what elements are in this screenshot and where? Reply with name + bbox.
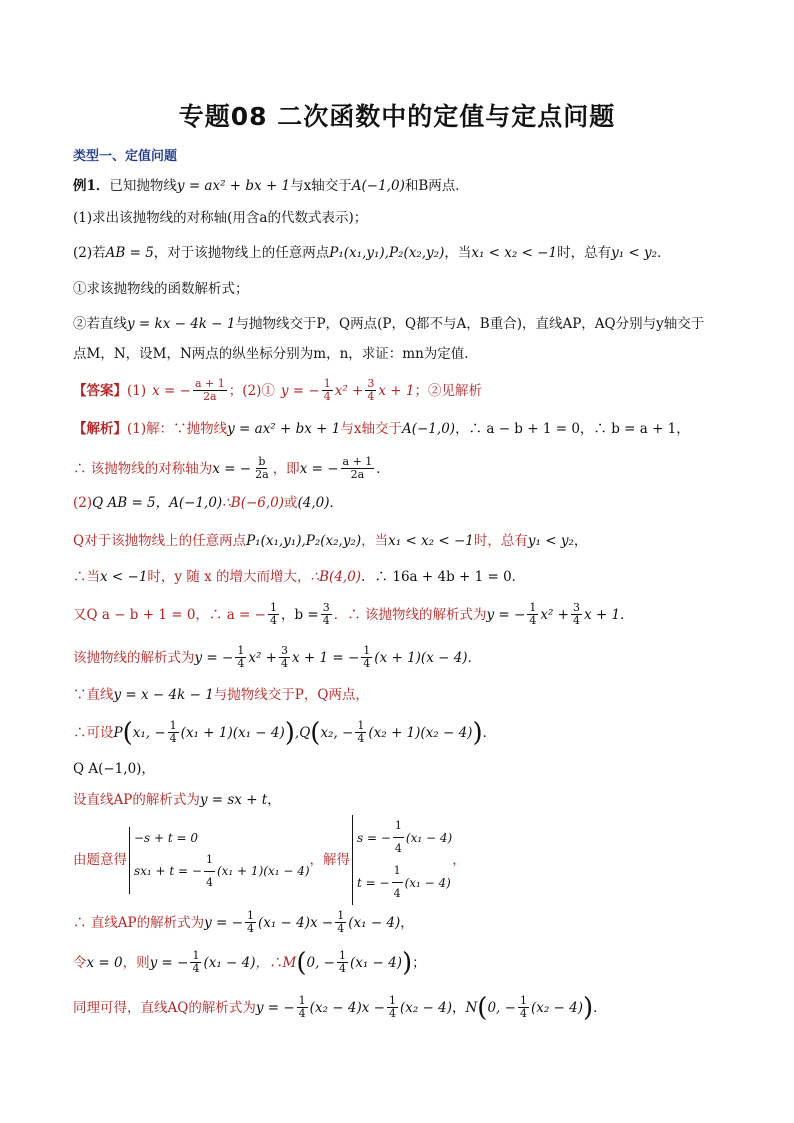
analysis-line-5: ∴当 x < −1 时，y 随 x 的增大而增大， ∴B(4,0) ．∴ 16a + 4b + 1 = 0． — [73, 569, 526, 585]
subquestion-2-continued-line: 点M，N，设M，N两点的纵坐标分别为m，n，求证：mn为定值． — [73, 346, 478, 362]
analysis-line-9: ∴可设 P ( x₁, − $\frac{1}{4}$ (x₁ + 1)(x₁ − 4) ) ,Q ( x₂, − $\frac{1}{4}$ (x₂ + 1)(x₂ − 4) ) ． — [73, 717, 497, 748]
equation-system: −s + t = 0 sx₁ + t = − $\frac{1}{4}$ (x₁ + 1)(x₁ − 4) — [129, 827, 310, 894]
fraction: $\frac{1}{4}$ — [246, 909, 254, 935]
analysis-line-10: Q A(−1,0)， — [73, 761, 155, 777]
fraction: $\frac{1}{4}$ — [237, 644, 245, 670]
analysis-line-11: 设直线AP的解析式为 y = sx + t ， — [73, 792, 281, 808]
analysis-line-6: 又Q a − b + 1 = 0，∴ a = − $\frac{1}{4}$ ，b = $\frac{3}{4}$ ．∴ 该抛物线的解析式为 y = − $\frac{1}{4}$ x² + $\frac{3}{4}$ x + 1 ． — [73, 601, 634, 627]
fraction: $\frac{1}{4}$ — [393, 815, 404, 860]
analysis-line-1: 【解析】 (1)解：∵抛物线 y = ax² + bx + 1 与x轴交于 A(−1,0) ，∴ a − b + 1 = 0，∴ b = a + 1， — [73, 421, 690, 437]
page-title: 专题08 二次函数中的定值与定点问题 — [178, 102, 616, 131]
analysis-line-8: ∵直线 y = x − 4k − 1 与抛物线交于P，Q两点， — [73, 687, 369, 703]
fraction: $\frac{1}{4}$ — [204, 849, 215, 894]
question-2-line: (2)若 AB = 5 ，对于该抛物线上的任意两点 P₁(x₁,y₁),P₂(x₂,y₂) ，当 x₁ < x₂ < −1 时，总有 y₁ < y₂ ． — [73, 245, 671, 261]
answer-line: 【答案】 (1) x = − $\frac{a + 1}{2a}$ ；(2)① y = − $\frac{1}{4}$ x² + $\frac{3}{4}$ x + 1 ；②见解析 — [73, 377, 482, 403]
analysis-line-14: 令 x = 0 ，则 y = − $\frac{1}{4}$ (x₁ − 4) ，∴M ( 0, − $\frac{1}{4}$ (x₁ − 4) ) ； — [73, 947, 426, 978]
analysis-line-15: 同理可得，直线AQ的解析式为 y = − $\frac{1}{4}$ (x₂ − 4)x − $\frac{1}{4}$ (x₂ − 4) ， N ( 0, − $\frac{1}{4}$ (x₂ − 4) ) ． — [73, 992, 607, 1023]
analysis-line-4: Q对于该抛物线上的任意两点 P₁(x₁,y₁),P₂(x₂,y₂) ，当 x₁ < x₂ < −1 时，总有 y₁ < y₂ ， — [73, 533, 588, 549]
subquestion-1-line: ①求该抛物线的函数解析式； — [73, 281, 249, 297]
fraction: $\frac{1}{4}$ — [298, 994, 306, 1020]
analysis-line-7: 该抛物线的解析式为 y = − $\frac{1}{4}$ x² + $\frac{3}{4}$ x + 1 = − $\frac{1}{4}$ (x + 1)(x − 4) ． — [73, 644, 482, 670]
question-1-line: (1)求出该抛物线的对称轴(用含a的代数式表示)； — [73, 210, 368, 226]
fraction: $\frac{1}{4}$ — [323, 377, 331, 403]
fraction: $\frac{1}{4}$ — [337, 909, 345, 935]
fraction: $\frac{b}{2a}$ — [255, 455, 269, 481]
fraction: $\frac{1}{4}$ — [392, 860, 403, 905]
fraction: $\frac{1}{4}$ — [169, 719, 177, 745]
fraction: $\frac{1}{4}$ — [519, 994, 527, 1020]
fraction: $\frac{1}{4}$ — [269, 601, 277, 627]
analysis-line-12: 由题意得 −s + t = 0 sx₁ + t = − $\frac{1}{4}$ (x₁ + 1)(x₁ − 4) ，解得 s = − $\frac{1}{4}$ (x₁ − 4) t = − $\frac{1}{4}$ (x₁ − 4) ， — [73, 830, 723, 890]
fraction: $\frac{1}{4}$ — [363, 644, 371, 670]
fraction: $\frac{a + 1}{2a}$ — [342, 455, 373, 481]
fraction: $\frac{1}{4}$ — [357, 719, 365, 745]
example-1-line: 例1． 已知抛物线 y = ax² + bx + 1 与x轴交于 A(−1,0) 和B两点． — [73, 178, 469, 194]
fraction: $\frac{3}{4}$ — [573, 601, 580, 627]
fraction: $\frac{3}{4}$ — [280, 644, 288, 670]
subquestion-2-line: ②若直线 y = kx − 4k − 1 与抛物线交于P，Q两点(P，Q都不与A，B重合)，直线AP，AQ分别与y轴交于 — [73, 316, 705, 332]
solution-system: s = − $\frac{1}{4}$ (x₁ − 4) t = − $\frac{1}{4}$ (x₁ − 4) — [352, 815, 452, 905]
fraction: $\frac{1}{4}$ — [338, 949, 346, 975]
section-heading: 类型一、定值问题 — [73, 149, 178, 164]
fraction: $\frac{a + 1}{2a}$ — [194, 377, 225, 403]
fraction: $\frac{1}{4}$ — [529, 601, 537, 627]
fraction: $\frac{3}{4}$ — [322, 601, 330, 627]
analysis-line-3: (2) Q AB = 5，A(−1,0) ∴B(−6,0) 或 (4,0) ． — [73, 495, 344, 511]
analysis-line-13: ∴ 直线AP的解析式为 y = − $\frac{1}{4}$ (x₁ − 4)x − $\frac{1}{4}$ (x₁ − 4) ， — [73, 909, 414, 935]
fraction: $\frac{1}{4}$ — [192, 949, 200, 975]
fraction: $\frac{3}{4}$ — [367, 377, 375, 403]
analysis-line-2: ∴ 该抛物线的对称轴为 x = − $\frac{b}{2a}$ ，即 x = − $\frac{a + 1}{2a}$ ． — [73, 455, 390, 481]
fraction: $\frac{1}{4}$ — [388, 994, 396, 1020]
